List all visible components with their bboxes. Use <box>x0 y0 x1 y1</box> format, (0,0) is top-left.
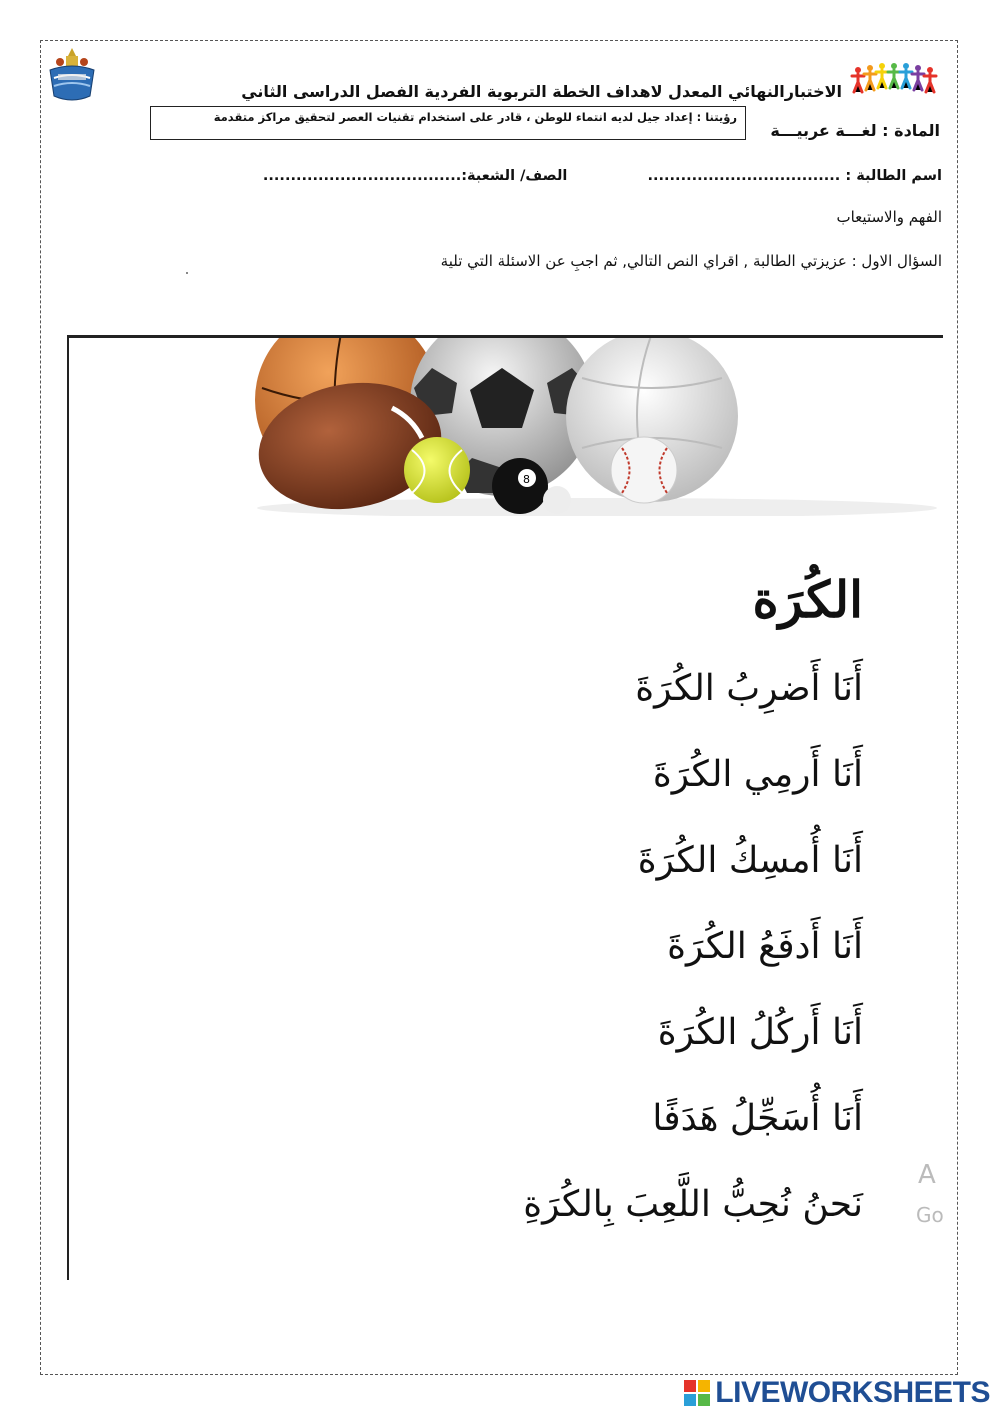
watermark-line-1: A <box>918 1160 936 1190</box>
subject-label: المادة : لغـــة عربيـــة <box>770 121 940 140</box>
poem-line: أَنَا أُسَجِّلُ هَدَفًا <box>652 1098 863 1139</box>
poem-line: أَنَا أَدفَعُ الكُرَةَ <box>667 926 863 967</box>
exam-title: الاختبارالنهائي المعدل لاهداف الخطة التربوية الفردية الفصل الدراسى الثاني <box>241 82 842 101</box>
svg-text:8: 8 <box>523 473 530 486</box>
student-info-row <box>152 168 942 184</box>
liveworksheets-logo-icon <box>683 1379 711 1407</box>
sports-balls-image <box>252 338 942 516</box>
student-name-field[interactable]: اسم الطالبة : ................................... <box>647 168 942 184</box>
poem-line: أَنَا أُمسِكُ الكُرَةَ <box>637 840 863 881</box>
class-section-field[interactable]: الصف/ الشعبة:.................................... <box>262 168 568 184</box>
poem <box>523 560 863 1248</box>
poem-line: أَنَا أَركُلُ الكُرَةَ <box>657 1012 863 1053</box>
poem-line: نَحنُ نُحِبُّ اللَّعِبَ بِالكُرَةِ <box>523 1184 863 1225</box>
section-title: الفهم والاستيعاب <box>836 208 942 226</box>
poem-line: أَنَا أَضرِبُ الكُرَةَ <box>635 668 863 709</box>
question-1-instructions: السؤال الاول : عزيزتي الطالبة , اقراي النص التالي, ثم اجبِ عن الاسئلة التي تلية <box>440 252 942 270</box>
liveworksheets-brand[interactable] <box>683 1376 990 1410</box>
stray-dot <box>186 272 188 274</box>
watermark-line-2: Go <box>916 1203 944 1227</box>
children-circle-logo-icon <box>846 54 942 100</box>
brand-text: LIVEWORKSHEETS <box>715 1376 990 1409</box>
vision-statement-box: رؤيتنا : إعداد جيل لديه انتماء للوطن ، قادر على استخدام تقنيات العصر لتحقيق مراكز متقدمة <box>150 106 746 140</box>
poem-title: الكُرَة <box>752 570 863 629</box>
poem-line: أَنَا أَرمِي الكُرَةَ <box>652 754 863 795</box>
school-logo-icon <box>44 44 100 106</box>
